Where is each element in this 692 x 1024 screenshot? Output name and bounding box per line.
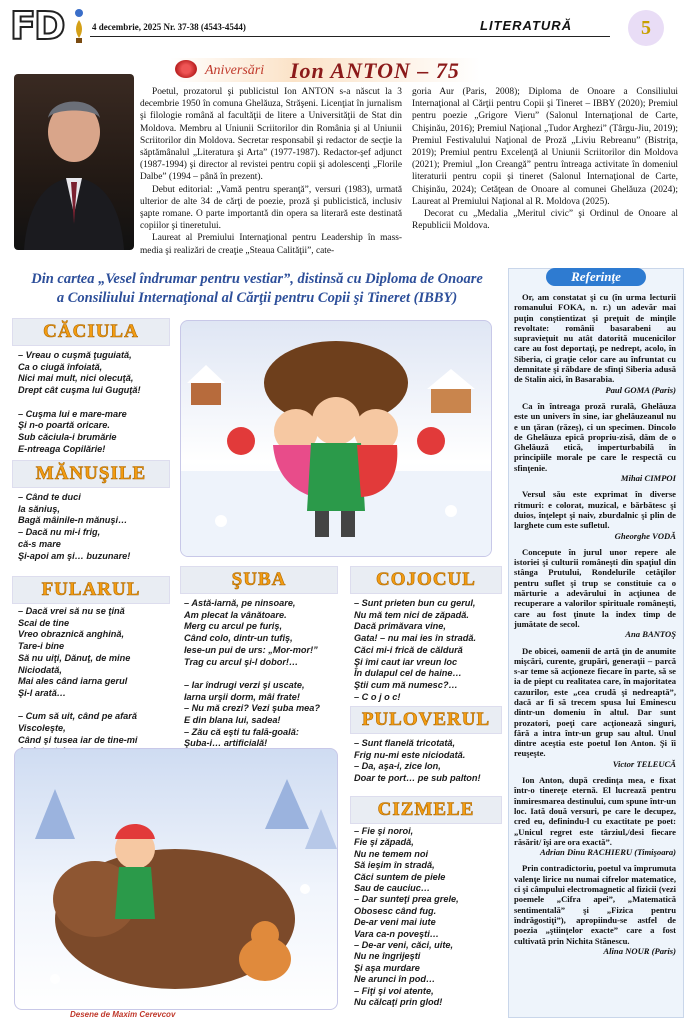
reference-author: Paul GOMA (Paris) bbox=[605, 384, 676, 395]
section-name: LITERATURĂ bbox=[480, 18, 573, 33]
poem-caciula: – Vreau o cuşmă ţuguiată, Ca o ciugă înfoiată, Nici mai mult, nici olecuţă, Drept cât cuşma lui Guguţă! – Cuşma lui e mare-mare Şi n-o poartă oricare. Sub căciula-i brumărie E-ntreaga Copilărie! bbox=[18, 350, 141, 454]
poem-title-cizmele: CIZMELE bbox=[350, 796, 502, 824]
reference-text: Prin contradictoriu, poetul va împrumuta valenţe lirice nu numai cifrelor matematice, ci şi câmpului electromagnetic al fizicii (vezi poemele „Cifra apei”, „Matematică sentimentală” şi „Fizica pentru îndrăgostiţi”), apropiindu-se astfel de poezia „ştiinţelor exacte” care a fost cultivată prin Nichita Stănescu. bbox=[514, 863, 676, 946]
reference-author: Gheorghe VODĂ bbox=[614, 530, 676, 541]
feature-line-2: a Consiliului Internaţional al Cărţii pentru Copii şi Tineret (IBBY) bbox=[56, 290, 458, 306]
poem-cojocul: – Sunt prieten bun cu gerul, Nu mă tem nici de zăpadă. Dacă primăvara vine, Gata! – nu mai ies în stradă. Căci mi-i frică de căldură Şi îmi caut iar vreun loc În dulapul cel de haine… Ştii cum mă numesc?… – C o j o c! bbox=[354, 598, 477, 702]
poem-manusile: – Când te duci la săniuş, Bagă mâinile-n mănuşi… – Dacă nu mi-i frig, că-s mare Şi-apoi am şi… buzunare! bbox=[18, 492, 131, 561]
references-list bbox=[514, 292, 676, 962]
bio-column-2 bbox=[412, 86, 678, 232]
illustration-caption: Desene de Maxim Cerevcov bbox=[70, 1010, 176, 1019]
poem-title-fularul: FULARUL bbox=[12, 576, 170, 604]
reference-author: Alina NOUR (Paris) bbox=[603, 945, 676, 956]
anniversary-label: Aniversări bbox=[205, 63, 265, 78]
poem-puloverul: – Sunt flanelă tricotată, Frig nu-mi este niciodată. – Da, aşa-i, zice lon, Doar te port… pe sub palton! bbox=[354, 738, 481, 784]
feature-line-1: Din cartea „Vesel îndrumar pentru vestiar”, distinsă cu Diploma de Onoare bbox=[31, 271, 483, 287]
bio-paragraph: Poetul, prozatorul şi publicistul Ion ANTON s-a născut la 3 decembrie 1950 în comuna Ghelăuza, Străşeni. Licenţiat în jurnalism şi filologie română al facultăţii de litere a Universităţii de Stat din Moldova. Membru al Uniunii Scriitorilor din România şi al Uniunii Scriitorilor din Moldova. Secretar responsabil şi redactor de secţie la săptămânalul „Literatura şi Arta” (1977-1987). Redactor-şef adjunct (1987-1994) şi director al revistei pentru copii şi adolescenţi „Florile Dalbe” (1994 – până în prezent). bbox=[140, 87, 402, 183]
poem-suba: – Astă-iarnă, pe ninsoare, Am plecat la vânătoare. Merg cu arcul pe furiş, Când colo, dintr-un tufiş, Iese-un pui de urs: „Mor-mor!” Trag cu arcul şi-l dobor!… – Iar îndrugi verzi şi uscate, Iarna urşii dorm, mâi frate! – Nu mă crezi? Vezi şuba mea? E din blana lui, sadea! – Zău că eşti tu falā-goală: Şuba-i… artificială! bbox=[184, 598, 320, 749]
page-number: 5 bbox=[628, 10, 664, 46]
logo: FD bbox=[10, 4, 64, 48]
reference-text: De obicei, oamenii de artă ţin de anumite mişcări, curente, grupări, generaţii – parcă s-ar teme să acţioneze fiecare în parte, să se ia de piept cu realitatea care, în majoritatea cazurilor, este „cea crudă şi nedreaptă”, dacă ar fi să trecem spusa lui Eminescu dintr-un domeniu în altul. Dar sunt prozatori, poeţi care acţionează singuri, fără a intra într-un grup sau altul. Unul dintre aceştia este poetul Ion Anton. Şi îi reuşeşte. bbox=[514, 645, 676, 759]
reference-author: Mihai CIMPOI bbox=[620, 473, 676, 484]
author-photo bbox=[14, 74, 134, 250]
reference-text: Or, am constatat şi cu (în urma lecturii romanului FOKA, n. r.) un adevăr mai puţin conştientizat şi preţuit de minţile revoltate: românii basarabeni au supravieţuit nu atât datorită mucenicilor care au fost deportaţi, pe nedrept, acolo, în Siberia, ci graţie celor care au înfruntat cu demnitate şi răbdare de sfinţi Siberia adusă de Stalin aici, în Basarabia. bbox=[514, 292, 676, 385]
feature-headline bbox=[12, 270, 502, 308]
bio-paragraph: Laureat al Premiului Internaţional pentru Leadership în mass-media şi realizări de creaţie „Steaua Calităţii”, cate- bbox=[140, 233, 402, 256]
bear-hunt-illustration bbox=[14, 748, 338, 1010]
bio-paragraph: goria Aur (Paris, 2008); Diploma de Onoare a Consiliului Internaţional al Cărţii pentru Copii şi Tineret – IBBY (2020); Premiul pentru poezie „Grigore Vieru” (Salonul Internaţional de Carte, Chişinău, 2016); Premiul Naţional „Tudor Arghezi” (Târgu-Jiu, 2019); Premiul Festivalului Naţional de Proză „Liviu Rebreanu” (Bistriţa, 2019); Premiul pentru Excelenţă al Uniunii Scriitorilor din Moldova (2021); Premiul „Ion Creangă” pentru întreaga activitate în domeniul literaturii pentru copii şi tineret (Salonul Internaţional de Carte, Chişinău, 2024); Cetăţean de Onoare al comunei Ghelăuza (2024); Laureat al Premiului Naţional al R. Moldova (2025). bbox=[412, 87, 678, 207]
poem-title-cojocul: COJOCUL bbox=[350, 566, 502, 594]
header-rule bbox=[90, 36, 610, 37]
poem-title-puloverul: PULOVERUL bbox=[350, 706, 502, 734]
reference-author: Adrian Dinu RACHIERU (Timişoara) bbox=[539, 847, 676, 858]
reference-text: Concepute în jurul unor repere ale istoriei şi culturii româneşti din spaţiul din stânga Prutului, Rondelurile cetăţilor pentru suflet şi trup se constituie ca o mărturie a adevărului în acţiunea de recuperare a valorilor spirituale româneşti, care au fost ţinute la index timp de jumătate de secol. bbox=[514, 546, 676, 629]
bio-column-1 bbox=[140, 86, 402, 257]
reference-text: Versul său este exprimat în diverse ritmuri: e colorat, muzical, e bărbătesc şi duios, înţelept şi naiv, zburdalnic şi plin de larghete cum este sufletul. bbox=[514, 489, 676, 531]
bio-paragraph: Decorat cu „Medalia „Meritul civic” şi Ordinul de Onoare al Republicii Moldova. bbox=[412, 209, 678, 232]
children-illustration bbox=[180, 320, 492, 557]
reference-text: Ion Anton, după credinţa mea, e fixat într-o tinereţe eternă. El lucrează pentru înmiresmarea destinului, cum spune într-un loc. Iată două versuri, pe care le decupez, cred eu, definindu-l cu exactitate pe poet: „Unicul regret este târziul,/desi fiecare răsărit/ îşi are ora exactă”. bbox=[514, 775, 676, 847]
flower-icon bbox=[175, 60, 197, 78]
poem-cizmele: – Fie şi noroi, Fie şi zăpadă, Nu ne temem noi Să ieşim în stradă, Căci suntem de piele Sau de cauciuc… – Dar sunteţi prea grele, Obosesc când fug. De-ar veni mai iute Vara ca-n poveşti… – De-ar veni, căci, uite, Nu ne îngrijeşti Şi aşa murdare Ne arunci în pod… – Fiţi şi voi atente, Nu călcaţi prin glod! bbox=[354, 826, 459, 1008]
reference-text: Ca în întreaga proză rurală, Ghelăuza este un univers în sine, iar ghelăuzeanul nu e un ţăran (răzeş), ci un specimen. Dincolo de Ghelăuza epică propriu-zisă, dăm de o Ghelăuză etică, imperturbabilă în principiile morale pe care le respectă cu sfinţenie. bbox=[514, 400, 676, 473]
reference-author: Victor TELEUCĂ bbox=[612, 758, 676, 769]
poem-title-suba: ŞUBA bbox=[180, 566, 338, 594]
anniversary-title: Ion ANTON – 75 bbox=[290, 58, 460, 83]
issue-meta: 4 decembrie, 2025 Nr. 37-38 (4543-4544) bbox=[92, 22, 246, 32]
bio-paragraph: Debut editorial: „Vamă pentru speranţă”, versuri (1983), urmată ulterior de alte 34 de cărţi de poezie, proză şi publicistică, inclusiv şapte romane. O parte importantă din opera sa literară este destinată copiilor şi tineretului. bbox=[140, 184, 402, 232]
reference-author: Ana BANTOŞ bbox=[625, 629, 676, 640]
poem-title-manusile: MĂNUŞILE bbox=[12, 460, 170, 488]
poem-fularul: – Dacă vrei să nu se ţină Scai de tine Vreo obraznică anghină, Tare-i bine Să nu uiţi, Dănuţ, de mine Niciodată, Mai ales când iarna gerul Şi-l arată… – Cum să uit, când pe afară Viscoleşte, Când şi tusea iar de tine-mi bbox=[18, 606, 138, 745]
references-title: Referinţe bbox=[546, 268, 646, 286]
poem-title-caciula: CĂCIULA bbox=[12, 318, 170, 346]
candle-icon bbox=[74, 8, 84, 44]
